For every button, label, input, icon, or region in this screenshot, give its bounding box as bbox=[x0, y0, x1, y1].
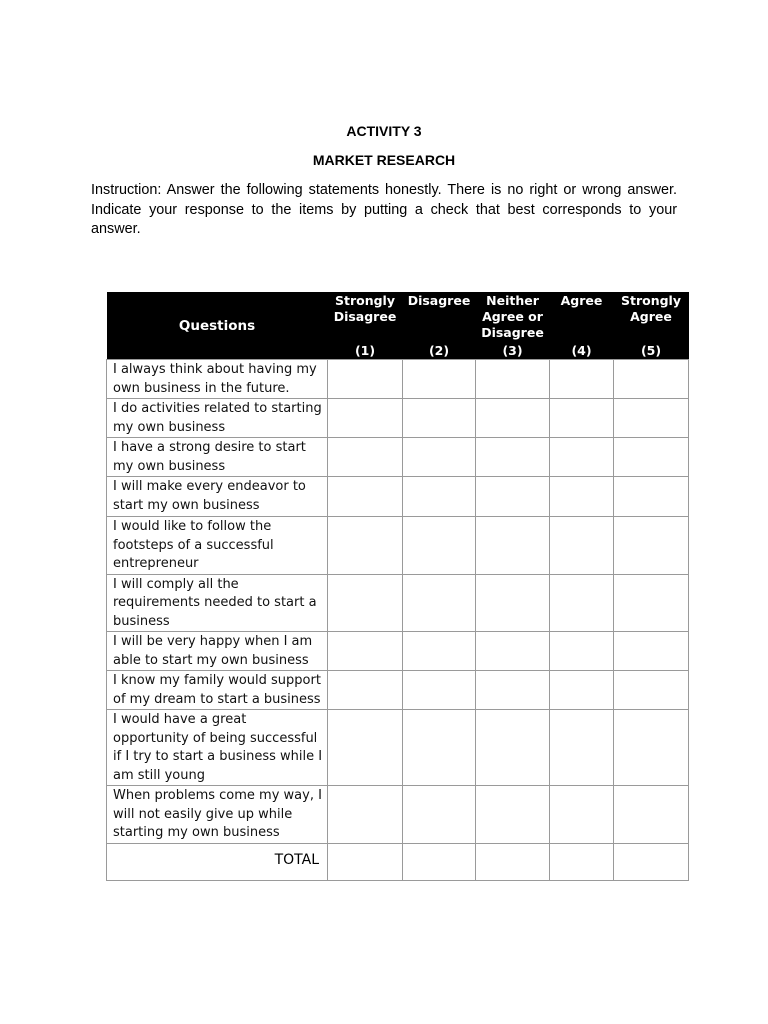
option-header-disagree bbox=[403, 292, 476, 360]
check-cell-4[interactable] bbox=[550, 786, 614, 844]
check-cell-3[interactable] bbox=[476, 399, 550, 438]
check-cell-2[interactable] bbox=[403, 438, 476, 477]
check-cell-1[interactable] bbox=[328, 710, 403, 786]
check-cell-4[interactable] bbox=[550, 477, 614, 517]
option-label: Strongly Disagree bbox=[333, 293, 397, 324]
survey-table bbox=[106, 292, 689, 881]
option-label: Agree bbox=[560, 293, 603, 308]
check-cell-5[interactable] bbox=[614, 574, 689, 632]
check-cell-4[interactable] bbox=[550, 710, 614, 786]
option-number: (1) bbox=[354, 343, 376, 358]
check-cell-1[interactable] bbox=[328, 438, 403, 477]
question-row bbox=[107, 477, 689, 517]
check-cell-4[interactable] bbox=[550, 671, 614, 710]
check-cell-5[interactable] bbox=[614, 632, 689, 671]
check-cell-2[interactable] bbox=[403, 360, 476, 399]
option-number: (2) bbox=[428, 343, 450, 358]
check-cell-4[interactable] bbox=[550, 574, 614, 632]
question-row bbox=[107, 399, 689, 438]
option-label: Neither Agree or Disagree bbox=[481, 293, 544, 340]
question-text: I have a strong desire to start my own business bbox=[107, 438, 328, 477]
check-cell-4[interactable] bbox=[550, 438, 614, 477]
question-text: When problems come my way, I will not easily give up while starting my own business bbox=[107, 786, 328, 844]
question-text: I would like to follow the footsteps of a successful entrepreneur bbox=[107, 517, 328, 575]
question-row bbox=[107, 438, 689, 477]
check-cell-3[interactable] bbox=[476, 786, 550, 844]
check-cell-1[interactable] bbox=[328, 399, 403, 438]
check-cell-5[interactable] bbox=[614, 786, 689, 844]
check-cell-3[interactable] bbox=[476, 477, 550, 517]
page-title: MARKET RESEARCH bbox=[312, 152, 456, 168]
question-text: I always think about having my own business in the future. bbox=[107, 360, 328, 399]
option-header-agree bbox=[550, 292, 614, 360]
question-row bbox=[107, 710, 689, 786]
option-header-neither bbox=[476, 292, 550, 360]
check-cell-2[interactable] bbox=[403, 710, 476, 786]
option-number: (5) bbox=[640, 343, 662, 358]
check-cell-1[interactable] bbox=[328, 360, 403, 399]
question-text: I do activities related to starting my own business bbox=[107, 399, 328, 438]
check-cell-2[interactable] bbox=[403, 399, 476, 438]
table-header-row bbox=[107, 292, 689, 360]
check-cell-2[interactable] bbox=[403, 632, 476, 671]
check-cell-1[interactable] bbox=[328, 632, 403, 671]
question-text: I will be very happy when I am able to start my own business bbox=[107, 632, 328, 671]
check-cell-1[interactable] bbox=[328, 671, 403, 710]
check-cell-3[interactable] bbox=[476, 360, 550, 399]
option-label: Disagree bbox=[407, 293, 471, 308]
check-cell-5[interactable] bbox=[614, 710, 689, 786]
check-cell-1[interactable] bbox=[328, 574, 403, 632]
question-text: I would have a great opportunity of being successful if I try to start a business while I am still young bbox=[107, 710, 328, 786]
check-cell-3[interactable] bbox=[476, 710, 550, 786]
question-row bbox=[107, 517, 689, 575]
questions-column-header: Questions bbox=[107, 292, 328, 360]
check-cell-5[interactable] bbox=[614, 671, 689, 710]
question-text: I will comply all the requirements needed to start a business bbox=[107, 574, 328, 632]
question-row bbox=[107, 632, 689, 671]
question-row bbox=[107, 671, 689, 710]
check-cell-3[interactable] bbox=[476, 632, 550, 671]
question-text: I know my family would support of my dream to start a business bbox=[107, 671, 328, 710]
total-cell-4[interactable] bbox=[550, 843, 614, 880]
check-cell-3[interactable] bbox=[476, 671, 550, 710]
total-cell-5[interactable] bbox=[614, 843, 689, 880]
total-cell-3[interactable] bbox=[476, 843, 550, 880]
check-cell-3[interactable] bbox=[476, 438, 550, 477]
activity-heading: ACTIVITY 3 bbox=[346, 123, 422, 139]
option-label: Strongly Agree bbox=[620, 293, 681, 324]
option-header-strongly-agree bbox=[614, 292, 689, 360]
instruction-text: Instruction: Answer the following statements honestly. There is no right or wrong answer. Indicate your response to the items by putting a check that best corresponds to your answer. bbox=[91, 182, 677, 237]
check-cell-3[interactable] bbox=[476, 574, 550, 632]
check-cell-4[interactable] bbox=[550, 360, 614, 399]
question-text: I will make every endeavor to start my own business bbox=[107, 477, 328, 517]
check-cell-5[interactable] bbox=[614, 399, 689, 438]
check-cell-2[interactable] bbox=[403, 477, 476, 517]
check-cell-1[interactable] bbox=[328, 477, 403, 517]
check-cell-1[interactable] bbox=[328, 786, 403, 844]
check-cell-3[interactable] bbox=[476, 517, 550, 575]
option-number: (4) bbox=[571, 343, 592, 358]
check-cell-2[interactable] bbox=[403, 574, 476, 632]
option-header-strongly-disagree bbox=[328, 292, 403, 360]
total-row bbox=[107, 843, 689, 880]
check-cell-4[interactable] bbox=[550, 632, 614, 671]
total-label: TOTAL bbox=[107, 843, 328, 880]
total-cell-2[interactable] bbox=[403, 843, 476, 880]
check-cell-5[interactable] bbox=[614, 517, 689, 575]
check-cell-5[interactable] bbox=[614, 477, 689, 517]
check-cell-1[interactable] bbox=[328, 517, 403, 575]
question-row bbox=[107, 574, 689, 632]
option-number: (3) bbox=[502, 343, 523, 358]
question-row bbox=[107, 786, 689, 844]
check-cell-2[interactable] bbox=[403, 671, 476, 710]
check-cell-2[interactable] bbox=[403, 786, 476, 844]
check-cell-5[interactable] bbox=[614, 360, 689, 399]
question-row bbox=[107, 360, 689, 399]
check-cell-5[interactable] bbox=[614, 438, 689, 477]
check-cell-4[interactable] bbox=[550, 517, 614, 575]
check-cell-4[interactable] bbox=[550, 399, 614, 438]
check-cell-2[interactable] bbox=[403, 517, 476, 575]
total-cell-1[interactable] bbox=[328, 843, 403, 880]
